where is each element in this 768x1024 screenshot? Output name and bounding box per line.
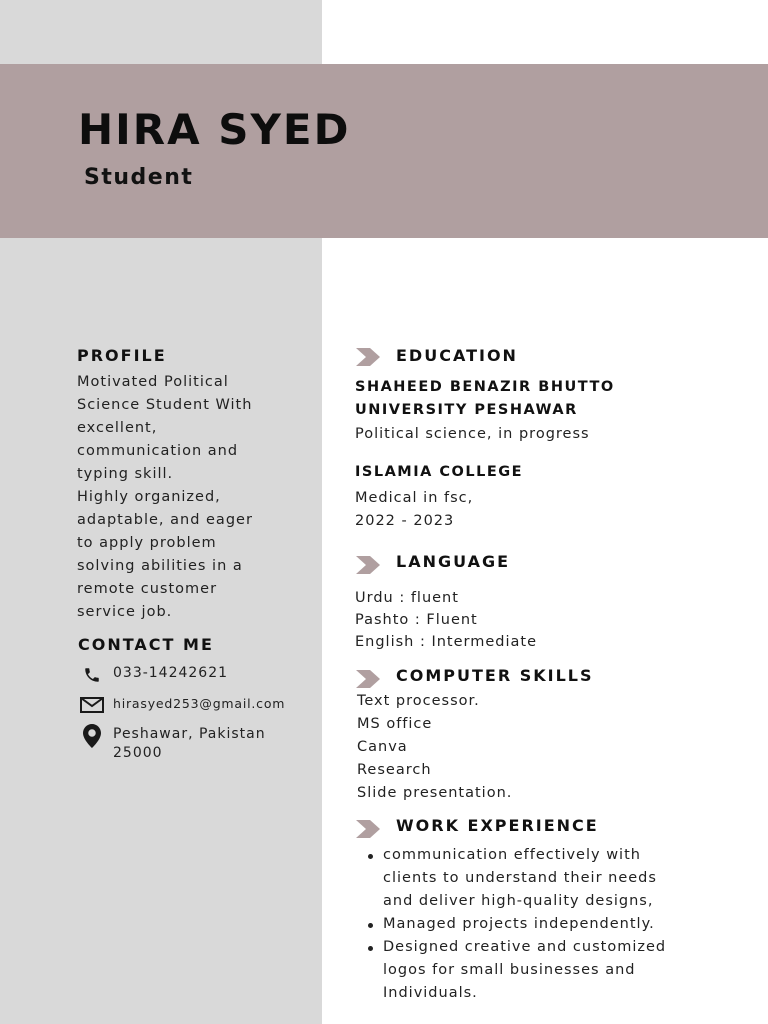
chevron-right-icon xyxy=(356,556,382,574)
education-institution xyxy=(355,376,615,422)
email-address: hirasyed253@gmail.com xyxy=(113,696,286,711)
chevron-right-icon xyxy=(356,820,382,838)
profile-line: remote customer xyxy=(77,581,218,597)
postal-code: 25000 xyxy=(113,745,163,761)
language-item: English : Intermediate xyxy=(355,634,538,650)
person-name: HIRA SYED xyxy=(78,105,351,154)
language-item: Pashto : Fluent xyxy=(355,612,478,628)
work-line: Managed projects independently. xyxy=(383,916,655,932)
education-heading: EDUCATION xyxy=(396,346,518,365)
work-line: clients to understand their needs xyxy=(383,870,657,886)
person-title: Student xyxy=(84,165,194,190)
contact-heading: CONTACT ME xyxy=(78,635,214,654)
profile-line: to apply problem xyxy=(77,535,217,551)
education-detail-line: 2022 - 2023 xyxy=(355,513,455,529)
work-line: and deliver high-quality designs, xyxy=(383,893,654,909)
phone-number: 033-14242621 xyxy=(113,665,229,681)
contact-address xyxy=(80,725,266,763)
work-experience-heading: WORK EXPERIENCE xyxy=(396,816,599,835)
work-line: Individuals. xyxy=(383,985,478,1001)
work-line: Designed creative and customized xyxy=(383,939,667,955)
computer-skills-list xyxy=(357,690,512,805)
education-detail-line: Medical in fsc, xyxy=(355,490,474,506)
profile-line: solving abilities in a xyxy=(77,558,243,574)
profile-line: communication and xyxy=(77,443,239,459)
envelope-icon xyxy=(80,694,104,716)
institution-line: SHAHEED BENAZIR BHUTTO xyxy=(355,379,615,395)
profile-line: adaptable, and eager xyxy=(77,512,253,528)
education-detail xyxy=(355,423,590,446)
profile-line: Highly organized, xyxy=(77,489,221,505)
work-line: logos for small businesses and xyxy=(383,962,636,978)
profile-line: Science Student With xyxy=(77,397,253,413)
work-experience-item xyxy=(360,936,666,1005)
computer-skills-heading: COMPUTER SKILLS xyxy=(396,666,594,685)
profile-text xyxy=(77,371,253,624)
chevron-right-icon xyxy=(356,670,382,688)
address-line: Peshawar, Pakistan xyxy=(113,726,266,742)
contact-email xyxy=(80,694,285,716)
address-text xyxy=(113,725,266,763)
profile-line: service job. xyxy=(77,604,173,620)
profile-line: excellent, xyxy=(77,420,158,436)
skill-item: Text processor. xyxy=(357,693,480,709)
education-institution xyxy=(355,461,523,484)
language-item: Urdu : fluent xyxy=(355,590,459,606)
work-experience-item xyxy=(360,844,666,913)
language-heading: LANGUAGE xyxy=(396,552,511,571)
profile-line: Motivated Political xyxy=(77,374,229,390)
work-line: communication effectively with xyxy=(383,847,641,863)
map-pin-icon xyxy=(80,725,104,747)
skill-item: MS office xyxy=(357,716,433,732)
chevron-right-icon xyxy=(356,348,382,366)
institution-line: ISLAMIA COLLEGE xyxy=(355,464,524,480)
language-list xyxy=(355,587,537,653)
education-detail xyxy=(355,487,473,533)
skill-item: Canva xyxy=(357,739,408,755)
profile-line: typing skill. xyxy=(77,466,174,482)
skill-item: Slide presentation. xyxy=(357,785,513,801)
contact-phone xyxy=(80,664,228,686)
education-detail-line: Political science, in progress xyxy=(355,426,590,442)
profile-heading: PROFILE xyxy=(77,346,167,365)
work-experience-item xyxy=(360,913,666,936)
skill-item: Research xyxy=(357,762,432,778)
phone-icon xyxy=(80,664,104,686)
work-experience-list xyxy=(360,844,666,1005)
institution-line: UNIVERSITY PESHAWAR xyxy=(355,402,578,418)
